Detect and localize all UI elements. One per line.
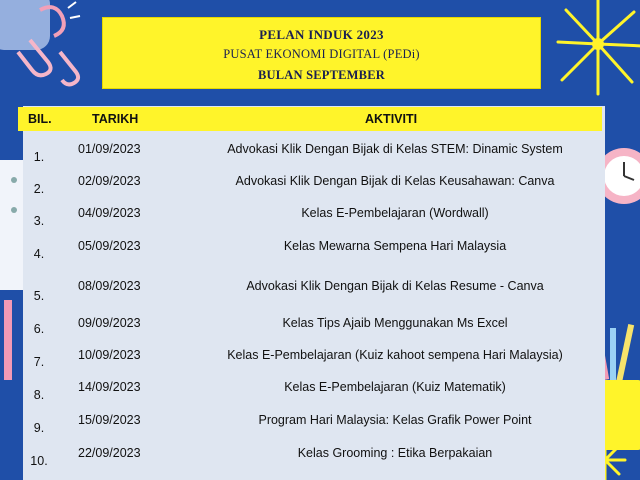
row-date: 10/09/2023 <box>78 348 141 362</box>
title-line-center: PUSAT EKONOMI DIGITAL (PEDi) <box>223 47 420 61</box>
paperclip-doodle-icon <box>0 0 110 100</box>
row-activity: Kelas E-Pembelajaran (Wordwall) <box>301 206 489 220</box>
row-number: 10. <box>30 454 48 468</box>
row-number: 1. <box>33 150 45 164</box>
row-number: 9. <box>33 421 45 435</box>
table-row <box>0 174 640 207</box>
row-number: 2. <box>33 182 45 196</box>
row-activity: Advokasi Klik Dengan Bijak di Kelas Resume - Canva <box>246 279 544 293</box>
row-number: 8. <box>33 388 45 402</box>
row-date: 05/09/2023 <box>78 239 141 253</box>
row-number: 6. <box>33 322 45 336</box>
row-activity: Kelas E-Pembelajaran (Kuiz Matematik) <box>284 380 506 394</box>
row-date: 04/09/2023 <box>78 206 141 220</box>
row-date: 02/09/2023 <box>78 174 141 188</box>
column-header-aktiviti: AKTIVITI <box>365 112 418 126</box>
column-header-bil: BIL. <box>28 112 52 126</box>
table-row <box>0 380 640 413</box>
table-row <box>0 279 640 312</box>
row-activity: Kelas Tips Ajaib Menggunakan Ms Excel <box>282 316 508 330</box>
row-date: 14/09/2023 <box>78 380 141 394</box>
table-row <box>0 239 640 272</box>
row-number: 4. <box>33 247 45 261</box>
row-activity: Kelas E-Pembelajaran (Kuiz kahoot sempena Hari Malaysia) <box>227 348 563 362</box>
row-activity: Advokasi Klik Dengan Bijak di Kelas STEM: Dinamic System <box>227 142 563 156</box>
row-date: 15/09/2023 <box>78 413 141 427</box>
row-activity: Kelas Grooming : Etika Berpakaian <box>297 446 493 460</box>
title-line-plan: PELAN INDUK 2023 <box>259 27 384 42</box>
row-number: 3. <box>33 214 45 228</box>
title-line-month: BULAN SEPTEMBER <box>258 68 385 82</box>
table-row <box>0 316 640 349</box>
table-row <box>0 206 640 239</box>
table-row <box>0 142 640 175</box>
table-row <box>0 446 640 479</box>
title-banner <box>103 18 540 88</box>
table-row <box>0 413 640 446</box>
row-activity: Advokasi Klik Dengan Bijak di Kelas Keusahawan: Canva <box>235 174 555 188</box>
row-number: 7. <box>33 355 45 369</box>
table-row <box>0 348 640 381</box>
row-date: 01/09/2023 <box>78 142 141 156</box>
row-activity: Kelas Mewarna Sempena Hari Malaysia <box>283 239 507 253</box>
sun-rays-icon <box>548 0 640 104</box>
row-date: 08/09/2023 <box>78 279 141 293</box>
row-number: 5. <box>33 289 45 303</box>
row-date: 09/09/2023 <box>78 316 141 330</box>
row-activity: Program Hari Malaysia: Kelas Grafik Power Point <box>258 413 532 427</box>
row-date: 22/09/2023 <box>78 446 141 460</box>
column-header-tarikh: TARIKH <box>92 112 139 126</box>
